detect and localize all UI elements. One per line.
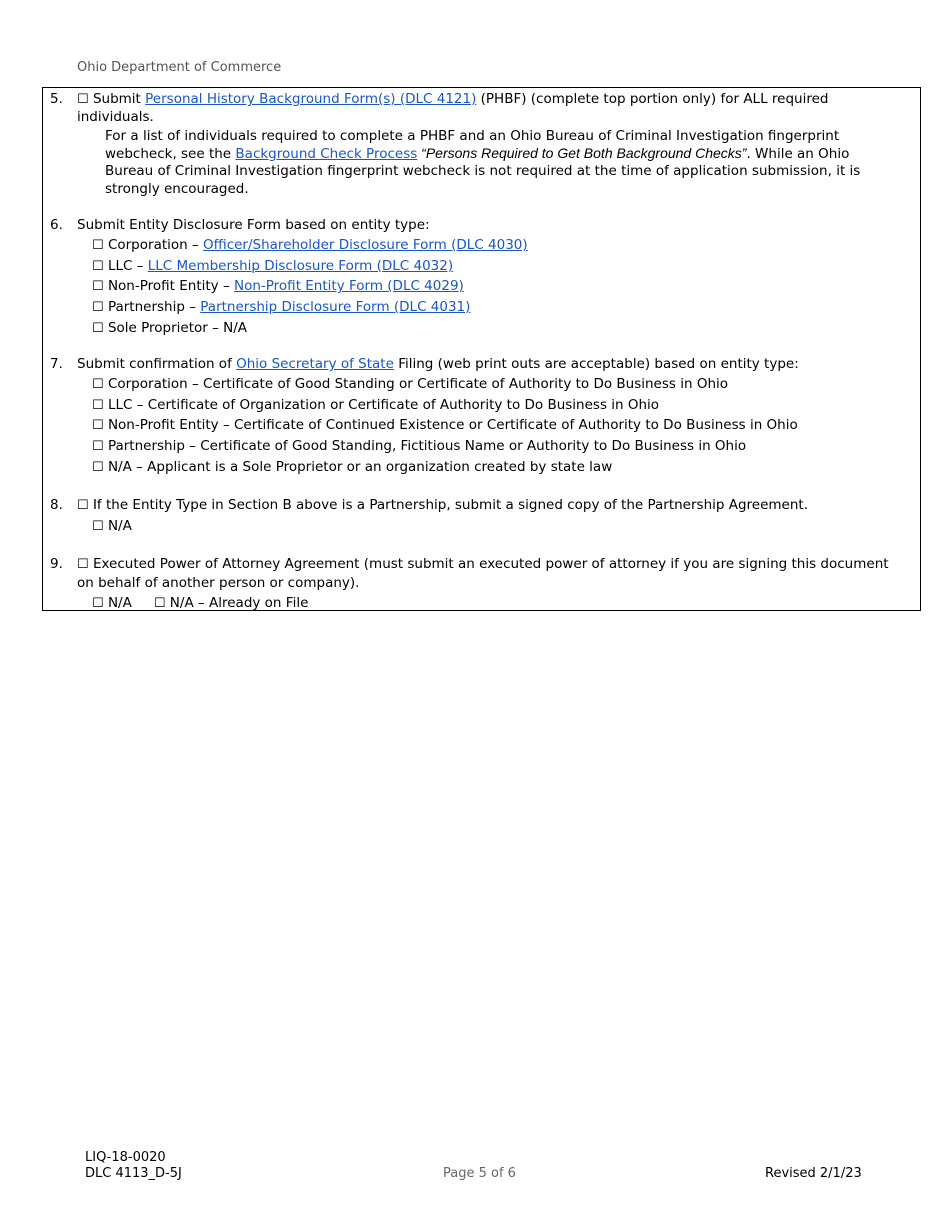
item-9-number: 9. — [50, 556, 63, 572]
form-code-2: DLC 4113_D-5J — [85, 1166, 182, 1181]
nonprofit-entity-form-link[interactable]: Non-Profit Entity Form (DLC 4029) — [233, 278, 464, 294]
phbf-link[interactable]: Personal History Background Form(s) (DLC 4121) — [145, 91, 477, 107]
item-7-option-llc — [92, 397, 659, 413]
item-8-checkbox[interactable]: ☐ — [77, 498, 89, 513]
item-6-option-label: LLC – — [103, 258, 148, 274]
form-code-1: LIQ-18-0020 — [85, 1150, 166, 1165]
item-9-text-2: on behalf of another person or company). — [77, 575, 360, 591]
item-7-option-label: LLC – Certificate of Organization or Certificate of Authority to Do Business in Ohio — [103, 397, 660, 413]
item-7-option-checkbox[interactable]: ☐ — [92, 398, 104, 413]
item-5-para-2-italic: “Persons Required to Get Both Background Checks” — [417, 145, 747, 161]
item-5-line2: individuals. — [77, 109, 154, 125]
department-header: Ohio Department of Commerce — [77, 60, 282, 75]
item-6-number: 6. — [50, 217, 63, 233]
item-5-pre: Submit — [88, 91, 146, 107]
item-6-option-checkbox[interactable]: ☐ — [92, 238, 104, 253]
item-6-option-sole-proprietor — [92, 320, 247, 336]
item-8-na-checkbox[interactable]: ☐ — [92, 519, 104, 534]
item-7-option-corporation — [92, 376, 728, 392]
item-7-option-checkbox[interactable]: ☐ — [92, 439, 104, 454]
partnership-disclosure-form-link[interactable]: Partnership Disclosure Form (DLC 4031) — [200, 299, 471, 315]
item-9-line — [77, 556, 889, 572]
item-7-line — [77, 356, 799, 372]
item-5-checkbox[interactable]: ☐ — [77, 92, 89, 107]
item-8-number: 8. — [50, 497, 63, 513]
item-5-line — [77, 91, 828, 107]
item-6-option-checkbox[interactable]: ☐ — [92, 259, 104, 274]
ohio-secretary-of-state-link[interactable]: Ohio Secretary of State — [236, 356, 394, 372]
item-6-option-llc — [92, 258, 453, 274]
item-6-option-label: Corporation – — [103, 237, 204, 253]
background-check-process-link[interactable]: Background Check Process — [235, 146, 418, 162]
item-7-post: Filing (web print outs are acceptable) based on entity type: — [393, 356, 799, 372]
item-7-option-checkbox[interactable]: ☐ — [92, 460, 104, 475]
item-7-option-label: Partnership – Certificate of Good Standing, Fictitious Name or Authority to Do Business in Ohio — [103, 438, 747, 454]
item-5-para-3: Bureau of Criminal Investigation fingerprint webcheck is not required at the time of application submission, it is — [105, 163, 861, 179]
item-5-para-2-pre: webcheck, see the — [105, 146, 236, 162]
item-9-na-label: N/A — [103, 595, 132, 611]
llc-membership-form-link[interactable]: LLC Membership Disclosure Form (DLC 4032) — [147, 258, 454, 274]
item-8-na — [92, 518, 132, 534]
item-7-option-partnership — [92, 438, 746, 454]
item-5-post: (PHBF) (complete top portion only) for ALL required — [476, 91, 829, 107]
item-6-title: Submit Entity Disclosure Form based on entity type: — [77, 217, 430, 233]
officer-shareholder-form-link[interactable]: Officer/Shareholder Disclosure Form (DLC 4030) — [203, 237, 528, 253]
item-8-na-label: N/A — [103, 518, 132, 534]
item-7-option-label: Non-Profit Entity – Certificate of Continued Existence or Certificate of Authority to Do Business in Ohio — [103, 417, 798, 433]
page-number: Page 5 of 6 — [443, 1166, 516, 1181]
item-7-option-label: Corporation – Certificate of Good Standing or Certificate of Authority to Do Business in Ohio — [103, 376, 729, 392]
item-5-number: 5. — [50, 91, 63, 107]
item-6-option-label: Sole Proprietor – N/A — [103, 320, 248, 336]
item-8-text: If the Entity Type in Section B above is a Partnership, submit a signed copy of the Partnership Agreement. — [88, 497, 808, 513]
item-5-para-4: strongly encouraged. — [105, 181, 249, 197]
item-7-option-checkbox[interactable]: ☐ — [92, 418, 104, 433]
item-6-option-checkbox[interactable]: ☐ — [92, 279, 104, 294]
item-6-option-checkbox[interactable]: ☐ — [92, 321, 104, 336]
item-7-option-nonprofit — [92, 417, 798, 433]
item-7-option-checkbox[interactable]: ☐ — [92, 377, 104, 392]
item-6-option-partnership — [92, 299, 470, 315]
item-6-option-checkbox[interactable]: ☐ — [92, 300, 104, 315]
item-9-on-file-checkbox[interactable]: ☐ — [153, 596, 166, 611]
item-6-option-corporation — [92, 237, 528, 253]
item-5-para-2 — [105, 145, 849, 162]
item-6-option-label: Partnership – — [103, 299, 201, 315]
item-6-option-nonprofit — [92, 278, 464, 294]
item-5-para-1: For a list of individuals required to complete a PHBF and an Ohio Bureau of Criminal Investigation fingerprint — [105, 128, 840, 144]
item-5-para-2-post: . While an Ohio — [746, 146, 850, 162]
item-7-option-na — [92, 459, 612, 475]
item-7-pre: Submit confirmation of — [77, 356, 237, 372]
item-8-line — [77, 497, 808, 513]
item-6-option-label: Non-Profit Entity – — [103, 278, 234, 294]
item-7-option-label: N/A – Applicant is a Sole Proprietor or an organization created by state law — [103, 459, 613, 475]
item-9-na-checkbox[interactable]: ☐ — [92, 596, 104, 611]
item-9-text-1: Executed Power of Attorney Agreement (must submit an executed power of attorney if you are signing this document — [88, 556, 889, 572]
item-9-checkbox[interactable]: ☐ — [77, 557, 89, 572]
item-9-on-file-label: N/A – Already on File — [165, 595, 309, 611]
item-9-options — [92, 595, 308, 611]
revised-date: Revised 2/1/23 — [765, 1166, 862, 1181]
item-7-number: 7. — [50, 356, 63, 372]
